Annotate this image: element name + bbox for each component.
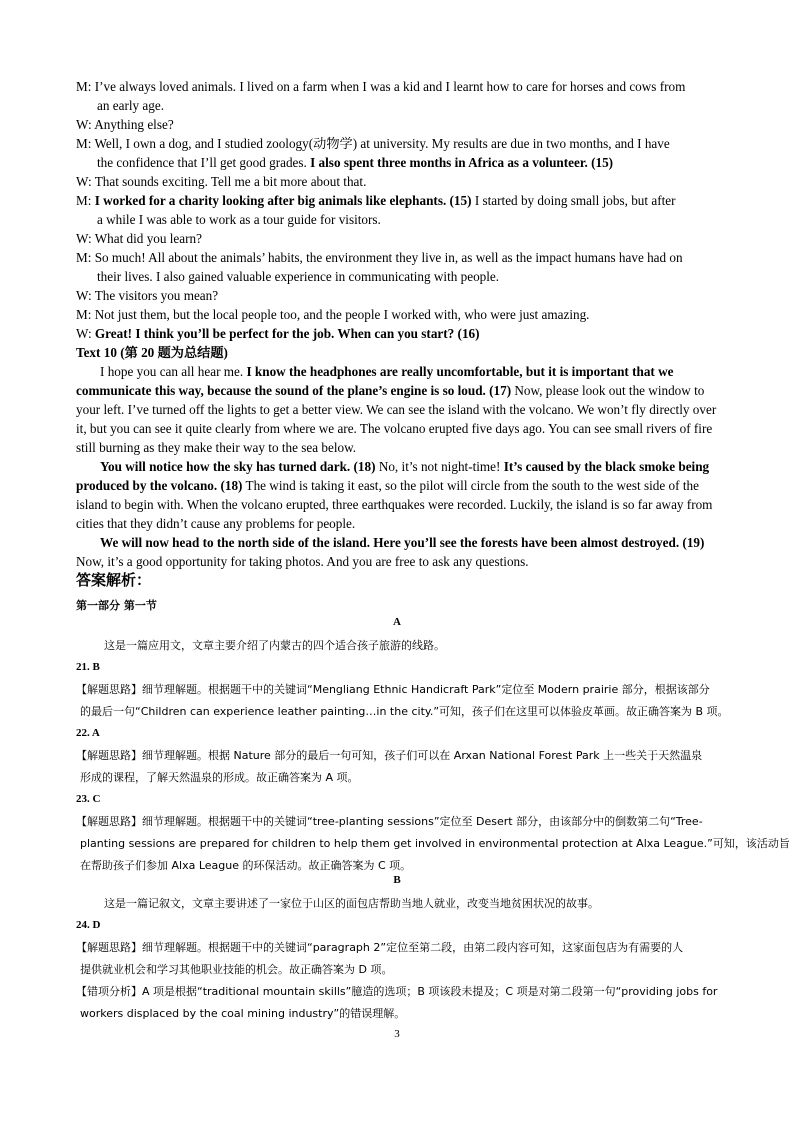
dialogue-line: W: The visitors you mean? <box>76 288 219 303</box>
paragraph-line: your left. I’ve turned off the lights to get a better view. We can see the island with the volcano. We won’t fly directly over <box>76 402 717 417</box>
explanation-line: workers displaced by the coal mining industry”的错误理解。 <box>80 1007 406 1020</box>
dialogue-line: a while I was able to work as a tour guide for visitors. <box>97 212 381 227</box>
dialogue-line: the confidence that I’ll get good grades. I also spent three months in Africa as a volunteer. (15) <box>97 155 614 170</box>
explanation-line: 【解题思路】细节理解题。根据 Nature 部分的最后一句可知，孩子们可以在 Arxan National Forest Park 上一些关于天然温泉 <box>76 749 703 762</box>
question-number: 24. D <box>76 919 101 931</box>
paragraph-line: island to begin with. When the volcano erupted, three earthquakes were recorded. Luckily, the island is so far away from <box>76 497 713 512</box>
paragraph-line: still burning as they make their way to the sea below. <box>76 440 357 455</box>
dialogue-line: W: Great! I think you’ll be perfect for the job. When can you start? (16) <box>76 326 480 341</box>
page-number: 3 <box>394 1028 400 1040</box>
dialogue-line: W: That sounds exciting. Tell me a bit more about that. <box>76 174 367 189</box>
paragraph-line: We will now head to the north side of the island. Here you’ll see the forests have been almost destroyed. (19) <box>100 535 705 550</box>
section-heading: Text 10 (第 20 题为总结题) <box>76 345 228 360</box>
dialogue-line: M: So much! All about the animals’ habits, the environment they live in, as well as the impact humans have had on <box>76 250 683 265</box>
dialogue-line: M: I worked for a charity looking after big animals like elephants. (15) I started by doing small jobs, but after <box>76 193 676 208</box>
passage-intro: 这是一篇应用文，文章主要介绍了内蒙古的四个适合孩子旅游的线路。 <box>104 639 445 652</box>
dialogue-line: M: I’ve always loved animals. I lived on a farm when I was a kid and I learnt how to care for horses and cows from <box>76 79 686 94</box>
explanation-line: planting sessions are prepared for children to help them get involved in environmental protection at Alxa League.”可知，该活动旨 <box>80 837 790 850</box>
explanation-line: 【解题思路】细节理解题。根据题干中的关键词“paragraph 2”定位至第二段，由第二段内容可知，这家面包店为有需要的人 <box>76 941 684 954</box>
dialogue-line: their lives. I also gained valuable experience in communicating with people. <box>97 269 500 284</box>
explanation-line: 【错项分析】A 项是根据“traditional mountain skills”臆造的选项；B 项该段未提及；C 项是对第二段第一句“providing jobs for <box>76 985 718 998</box>
dialogue-line: an early age. <box>97 98 164 113</box>
dialogue-line: M: Not just them, but the local people too, and the people I worked with, who were just amazing. <box>76 307 590 322</box>
paragraph-line: communicate this way, because the sound of the plane’s engine is so loud. (17) Now, please look out the window to <box>76 383 705 398</box>
paragraph-line: cities that they didn’t cause any problems for people. <box>76 516 356 531</box>
question-number: 23. C <box>76 793 101 805</box>
dialogue-line: W: What did you learn? <box>76 231 202 246</box>
paragraph-line: You will notice how the sky has turned dark. (18) No, it’s not night-time! It’s caused by the black smoke being <box>100 459 710 474</box>
passage-intro: 这是一篇记叙文，文章主要讲述了一家位于山区的面包店帮助当地人就业，改变当地贫困状况的故事。 <box>104 897 599 910</box>
dialogue-line: W: Anything else? <box>76 117 174 132</box>
paragraph-line: Now, it’s a good opportunity for taking photos. And you are free to ask any questions. <box>76 554 529 569</box>
question-number: 21. B <box>76 661 100 673</box>
question-number: 22. A <box>76 727 100 739</box>
paragraph-line: it, but you can see it quite clearly from where we are. The volcano erupted five days ago. You can see small rivers of fire <box>76 421 713 436</box>
explanation-line: 【解题思路】细节理解题。根据题干中的关键词“tree-planting sessions”定位至 Desert 部分，由该部分中的倒数第二句“Tree- <box>76 815 703 828</box>
explanation-line: 的最后一句“Children can experience leather painting…in the city.”可知，孩子们在这里可以体验皮革画。故正确答案为 B 项。 <box>80 705 729 718</box>
paragraph-line: I hope you can all hear me. I know the headphones are really uncomfortable, but it is important that we <box>100 364 674 379</box>
explanation-line: 提供就业机会和学习其他职业技能的机会。故正确答案为 D 项。 <box>80 963 393 976</box>
answers-title: 答案解析： <box>76 571 152 589</box>
part-label: B <box>393 874 401 886</box>
explanation-line: 形成的课程，了解天然温泉的形成。故正确答案为 A 项。 <box>80 771 359 784</box>
part-label: A <box>393 616 401 628</box>
explanation-line: 在帮助孩子们参加 Alxa League 的环保活动。故正确答案为 C 项。 <box>80 859 412 872</box>
explanation-line: 【解题思路】细节理解题。根据题干中的关键词“Mengliang Ethnic Handicraft Park”定位至 Modern prairie 部分，根据该部分 <box>76 683 710 696</box>
dialogue-line: M: Well, I own a dog, and I studied zoology(动物学) at university. My results are due in two months, and I have <box>76 136 670 151</box>
paragraph-line: produced by the volcano. (18) The wind is taking it east, so the pilot will circle from the south to the west side of the <box>76 478 699 493</box>
section-label: 第一部分 第一节 <box>76 599 157 612</box>
